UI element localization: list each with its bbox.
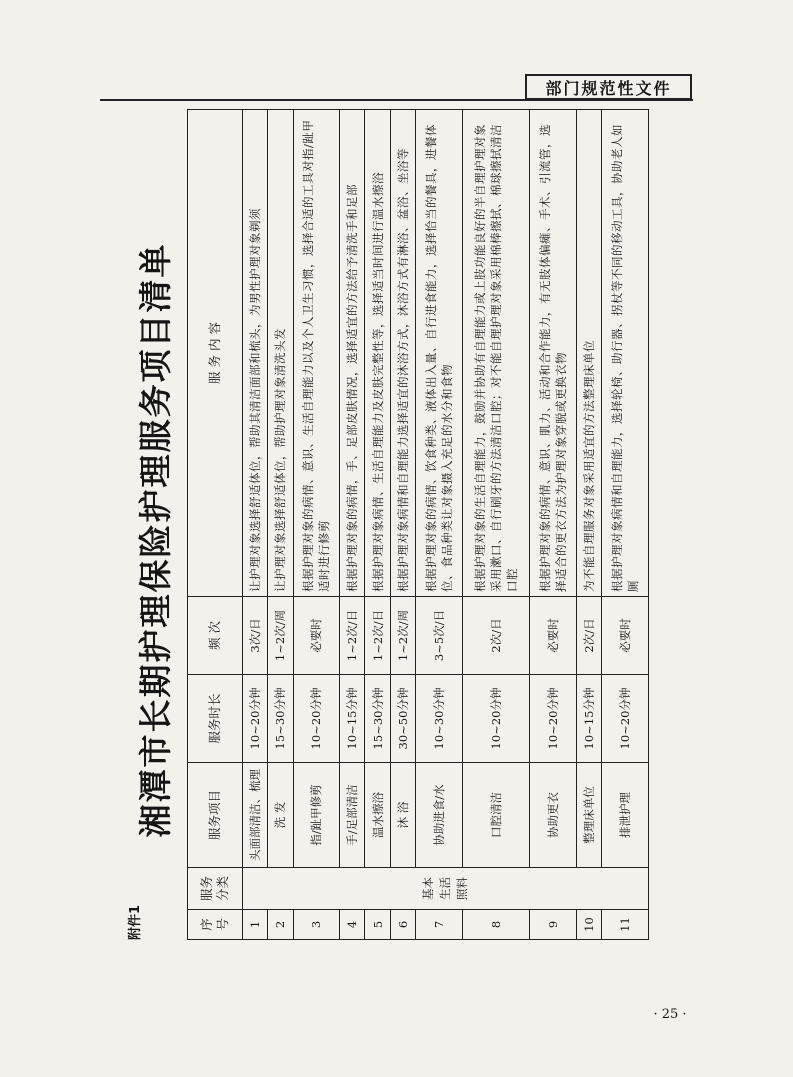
row-number: 6 (390, 910, 415, 940)
document-type-stamp: 部门规范性文件 (525, 74, 692, 100)
table-row (530, 110, 577, 940)
rotated-page-content (112, 100, 672, 940)
row-number: 3 (293, 910, 340, 940)
row-number: 2 (268, 910, 293, 940)
service-item: 协助进食/水 (415, 763, 462, 868)
service-content: 让护理对象选择舒适体位，帮助其清洁面部和梳头，为男性护理对象剃须 (243, 110, 268, 597)
service-item: 洗 发 (268, 763, 293, 868)
header-no: 序号 (188, 910, 243, 940)
service-duration: 10~20分钟 (530, 675, 577, 763)
row-number: 7 (415, 910, 462, 940)
page-number: · 25 · (653, 1007, 687, 1022)
service-item: 温水擦浴 (365, 763, 390, 868)
service-frequency: 1~2次/日 (365, 597, 390, 675)
service-item: 手/足部清洁 (340, 763, 365, 868)
row-number: 1 (243, 910, 268, 940)
service-content: 根据护理对象的病情、饮食种类、液体出入量、自行进食能力，选择恰当的餐具，进餐体位、食品种类让对象摄入充足的水分和食物 (415, 110, 462, 597)
service-content: 根据护理对象病情和自理能力选择适宜的沐浴方式，沐浴方式有淋浴、盆浴、坐浴等 (390, 110, 415, 597)
service-item: 整理床单位 (577, 763, 602, 868)
row-number: 4 (340, 910, 365, 940)
page-title: 湘潭市长期护理保险护理服务项目清单 (136, 242, 175, 838)
service-frequency: 1~2次/周 (268, 597, 293, 675)
table-row (390, 110, 415, 940)
row-number: 5 (365, 910, 390, 940)
service-duration: 10~20分钟 (243, 675, 268, 763)
table-row (268, 110, 293, 940)
service-item: 协助更衣 (530, 763, 577, 868)
table-row (293, 110, 340, 940)
row-number: 11 (602, 910, 649, 940)
service-item: 指/趾甲修剪 (293, 763, 340, 868)
service-frequency: 2次/日 (577, 597, 602, 675)
service-frequency: 1~2次/周 (390, 597, 415, 675)
service-item: 沐 浴 (390, 763, 415, 868)
service-duration: 10~20分钟 (293, 675, 340, 763)
table-row (340, 110, 365, 940)
table-header-row (188, 110, 243, 940)
row-number: 10 (577, 910, 602, 940)
attachment-label: 附件1 (128, 904, 143, 940)
header-item: 服务项目 (188, 763, 243, 868)
service-content: 让护理对象选择舒适体位，帮助护理对象清洗头发 (268, 110, 293, 597)
service-frequency: 1~2次/日 (340, 597, 365, 675)
service-item: 排泄护理 (602, 763, 649, 868)
service-content: 根据护理对象的病情、意识、肌力、活动和合作能力，有无肢体偏瘫、手术、引流管，选择适合的更衣方法为护理对象穿脱或更换衣物 (530, 110, 577, 597)
header-frequency: 频 次 (188, 597, 243, 675)
service-content: 根据护理对象的病情，手、足部皮肤情况，选择适宜的方法给予清洗手和足部 (340, 110, 365, 597)
service-duration: 15~30分钟 (365, 675, 390, 763)
table-row (602, 110, 649, 940)
service-frequency: 3次/日 (243, 597, 268, 675)
service-item: 头面部清洁、梳理 (243, 763, 268, 868)
table-row (365, 110, 390, 940)
service-content: 为不能自理服务对象采用适宜的方法整理床单位 (577, 110, 602, 597)
service-frequency: 必要时 (602, 597, 649, 675)
header-duration: 服务时长 (188, 675, 243, 763)
service-duration: 10~30分钟 (415, 675, 462, 763)
service-content: 根据护理对象的生活自理能力，鼓励并协助有自理能力或上肢功能良好的半自理护理对象采用漱口、自行刷牙的方法清洁口腔；对不能自理护理对象采用棉棒擦拭、棉球擦拭清洁口腔 (462, 110, 530, 597)
table-row (243, 110, 268, 940)
service-duration: 10~15分钟 (340, 675, 365, 763)
service-content: 根据护理对象病情和自理能力，选择轮椅、助行器、拐杖等不同的移动工具，协助老人如厕 (602, 110, 649, 597)
service-frequency: 必要时 (530, 597, 577, 675)
service-items-table (187, 109, 649, 940)
service-duration: 15~30分钟 (268, 675, 293, 763)
header-category: 服务分类 (188, 868, 243, 910)
row-number: 8 (462, 910, 530, 940)
row-number: 9 (530, 910, 577, 940)
service-duration: 10~20分钟 (602, 675, 649, 763)
service-frequency: 必要时 (293, 597, 340, 675)
service-frequency: 3~5次/日 (415, 597, 462, 675)
table-row (577, 110, 602, 940)
service-category-cell: 基本生活照料 (243, 868, 649, 910)
service-item: 口腔清洁 (462, 763, 530, 868)
header-content: 服 务 内 容 (188, 110, 243, 597)
service-duration: 30~50分钟 (390, 675, 415, 763)
service-frequency: 2次/日 (462, 597, 530, 675)
service-duration: 10~15分钟 (577, 675, 602, 763)
table-row (462, 110, 530, 940)
table-row (415, 110, 462, 940)
service-duration: 10~20分钟 (462, 675, 530, 763)
service-content: 根据护理对象病情、生活自理能力及皮肤完整性等，选择适当时间进行温水擦浴 (365, 110, 390, 597)
service-content: 根据护理对象的病情、意识、生活自理能力以及个人卫生习惯，选择合适的工具对指/趾甲适时进行修剪 (293, 110, 340, 597)
